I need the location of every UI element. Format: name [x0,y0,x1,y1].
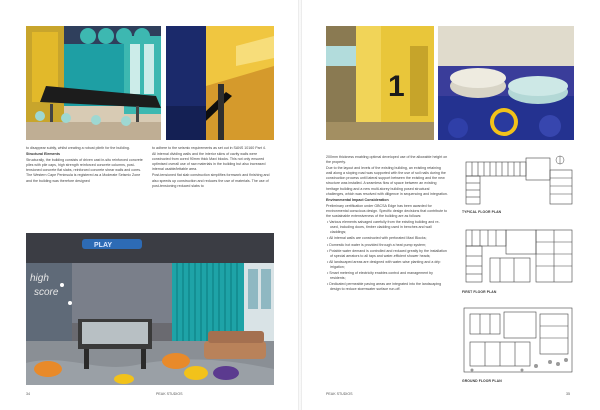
spine-gutter [298,0,302,410]
typical-floor-plan [460,152,578,208]
first-floor-plan [460,224,578,288]
paragraph: Preliminary certification under GBCSA Edge has been awarded for environmental conscious design. Specific design decisions that contribute to the sustainable extensiveness of the building are as follows: [326,203,448,219]
list-item: • Smart metering of electricity enables control and management by residents; [327,270,433,281]
ground-floor-plan-label: GROUND FLOOR PLAN [462,379,502,383]
left-column-1 [26,146,144,185]
games-room-illustration [26,233,274,385]
left-page-number: 34 [26,392,30,396]
section-heading: Environmental Impact Consideration [326,197,389,202]
list-item: • All landscaped areas are designed with water-wise planting and a drip irrigation; [327,259,441,269]
photo-dining-hall [26,26,161,140]
photo-games-room [26,233,274,385]
typical-floor-plan-drawing [460,152,578,208]
wall-sign-score: score [34,287,59,298]
ground-floor-plan-drawing [460,302,578,376]
list-item: • Potable water demand is controlled and reduced greatly by the installation of special aerators to all taps and water-efficient shower heads; [327,248,447,258]
list-item: • All internal walls are constructed with perforated Maxi Blocks; [327,236,427,241]
paragraph: All internal dividing walls and the interior skins of cavity walls were constructed from cored 90mm thick Maxi blocks. This not only ensured optimised overall use of raw materials in the building but also increased internal usable/lettable area. [152,152,266,172]
neon-sign-play: PLAY [94,242,113,249]
photo-stairwell [166,26,274,140]
list-item: • Dedicated permeable paving areas are integrated into the landscaping design to reduce stormwater surface run-off. [327,282,442,292]
paragraph: to disappear subtly, whilst creating a robust plinth for the building. [26,146,130,150]
photo-corridor [326,26,434,140]
bullet-list [326,220,448,292]
list-item: • Domestic hot water is provided through a heat pump system; [327,242,426,247]
section-heading: Structural Elements [26,152,60,157]
stairwell-illustration [166,26,274,140]
paragraph: Post-tensioned flat slab construction simplifies formwork and finishing and also speeds up construction and reduces the use of materials. The use of post-tensioning reduced slabs to [152,173,270,188]
dining-hall-illustration [26,26,161,140]
corridor-illustration [326,26,434,140]
left-column-2 [152,146,273,190]
paragraph: 200mm thickness enabling optimal developed use of the allowable height on the property. [326,155,448,165]
first-floor-plan-label: FIRST FLOOR PLAN [462,290,497,294]
wall-sign-high: high [30,273,49,284]
paragraph: Structurally, the building consists of driven cast in-situ reinforced concrete piles with pile caps, high strength reinforced concrete columns, post-tensioned concrete flat slabs, reinforced concrete shear walls and cores. The Western Cape Peninsula is registered as a Moderate Seismic Zone and the building was therefore designed [26,158,143,183]
floor-number-sign: 1 [388,70,405,103]
ground-floor-plan [460,302,578,376]
left-footer-brand: PEAK STUDIOS [156,392,183,396]
right-page-number: 35 [566,392,570,396]
right-footer-brand: PEAK STUDIOS [326,392,353,396]
typical-floor-plan-label: TYPICAL FLOOR PLAN [462,210,502,214]
list-item: • Various elements salvaged carefully from the existing building and re-used, including doors, timber cladding used in benches and wall claddings; [327,220,440,235]
lounge-illustration [438,26,574,140]
photo-lounge [438,26,574,140]
paragraph: to adhere to the seismic requirements as set out in SANS 10160 Part 4. [152,146,266,150]
first-floor-plan-drawing [460,224,578,288]
right-column-text [326,155,448,293]
paragraph: Due to the layout and levels of the existing building, an existing retaining wall along a sloping road was supported with the use of soil nails during the construction process until lateral support between the existing and the new structure was installed. A seamless flow of space between an existing heritage building and a new multi-storey building posed structural challenges, which was resolved with diligence in sequencing and integration. [326,166,448,196]
